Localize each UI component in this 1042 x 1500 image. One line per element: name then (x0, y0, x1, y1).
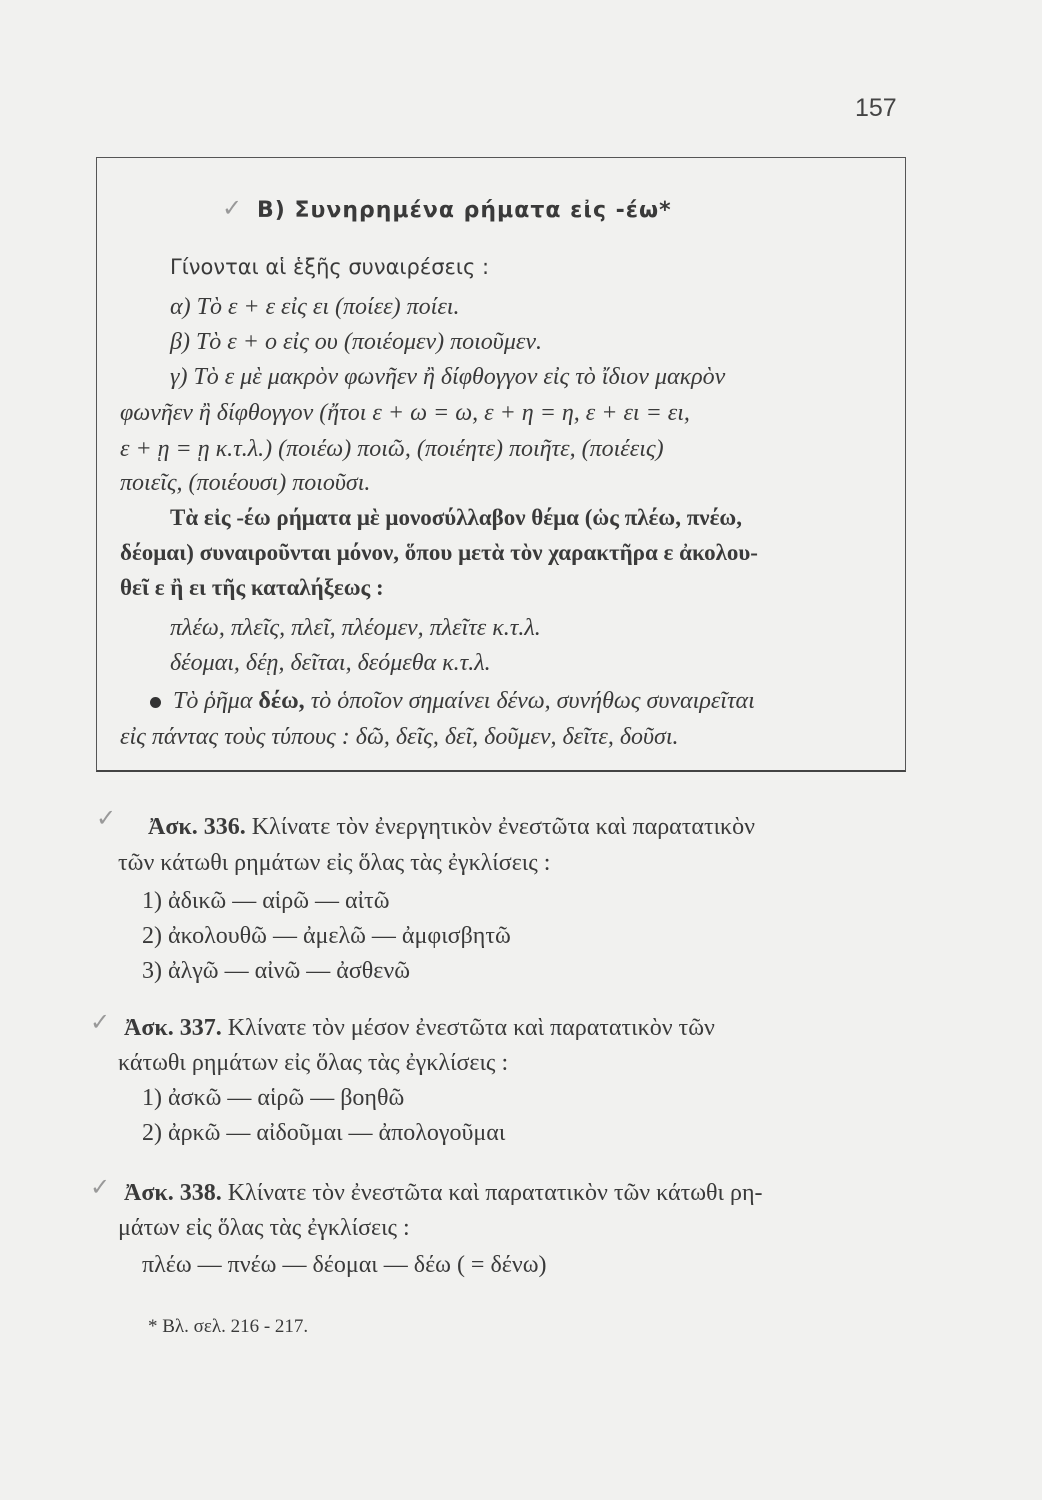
bold-rule-line: Τὰ εἰς -έω ρήματα μὲ μονοσύλλαβον θέμα (ὡς πλέω, πνέω, (170, 505, 742, 530)
exercise-text: τῶν κάτωθι ρημάτων εἰς ὅλας τὰς ἐγκλίσεις : (118, 850, 551, 876)
bold-rule-line: δέομαι) συναιροῦνται μόνον, ὅπου μετὰ τὸν χαρακτῆρα ε ἀκολου- (120, 540, 758, 565)
rule-line: ποιεῖς, (ποιέουσι) ποιοῦσι. (120, 470, 371, 496)
rule-line: φωνῆεν ἢ δίφθογγον (ἤτοι ε + ω = ω, ε + η = η, ε + ει = ει, (120, 400, 690, 426)
exercise-336 (148, 814, 755, 842)
rule-line: α) Τὸ ε + ε εἰς ει (ποίεε) ποίει. (170, 294, 460, 320)
section-title: Β) Συνηρημένα ρήματα εἰς -έω* (257, 198, 672, 223)
exercise-item: 1) ἀσκῶ — αἱρῶ — βοηθῶ (142, 1085, 405, 1111)
exercise-338 (124, 1180, 762, 1208)
exercise-item: 2) ἀκολουθῶ — ἀμελῶ — ἀμφισβητῶ (142, 923, 511, 949)
check-mark-icon: ✓ (90, 1173, 111, 1201)
rule-line: β) Τὸ ε + ο εἰς ου (ποιέομεν) ποιοῦμεν. (170, 329, 542, 355)
page-number: 157 (855, 94, 897, 122)
note-line (150, 688, 755, 716)
note-post: τὸ ὁποῖον σημαίνει δένω, συνήθως συναιρεῖται (304, 688, 755, 714)
exercise-item: 2) ἀρκῶ — αἰδοῦμαι — ἀπολογοῦμαι (142, 1120, 506, 1146)
check-mark-icon: ✓ (90, 1008, 111, 1036)
exercise-text: Κλίνατε τὸν ἐνεστῶτα καὶ παρατατικὸν τῶν κάτωθι ρη- (221, 1180, 763, 1206)
example-line: πλέω, πλεῖς, πλεῖ, πλέομεν, πλεῖτε κ.τ.λ. (170, 615, 541, 641)
grammar-box (96, 157, 906, 772)
exercise-text: κάτωθι ρημάτων εἰς ὅλας τὰς ἐγκλίσεις : (118, 1050, 509, 1076)
note-line-2: εἰς πάντας τοὺς τύπους : δῶ, δεῖς, δεῖ, δοῦμεν, δεῖτε, δοῦσι. (120, 724, 679, 750)
example-line: δέομαι, δέῃ, δεῖται, δεόμεθα κ.τ.λ. (170, 650, 491, 676)
intro-text: Γίνονται αἱ ἑξῆς συναιρέσεις : (170, 255, 490, 279)
exercise-337 (124, 1015, 715, 1043)
bold-rule-line: θεῖ ε ἢ ει τῆς καταλήξεως : (120, 575, 384, 600)
exercise-text: μάτων εἰς ὅλας τὰς ἐγκλίσεις : (118, 1215, 410, 1241)
exercise-text: Κλίνατε τὸν ἐνεργητικὸν ἐνεστῶτα καὶ παρατατικὸν (245, 814, 756, 840)
exercise-item: 3) ἀλγῶ — αἰνῶ — ἀσθενῶ (142, 958, 411, 984)
note-pre: Τὸ ῥῆμα (173, 688, 259, 714)
exercise-label: Ἀσκ. 338. (124, 1180, 222, 1206)
exercise-label: Ἀσκ. 336. (148, 814, 246, 840)
footnote: * Βλ. σελ. 216 - 217. (148, 1316, 309, 1337)
exercise-text: Κλίνατε τὸν μέσον ἐνεστῶτα καὶ παρατατικὸν τῶν (221, 1015, 715, 1041)
check-mark-icon: ✓ (96, 804, 117, 832)
rule-line: ε + ῃ = ῃ κ.τ.λ.) (ποιέω) ποιῶ, (ποιέητε) ποιῆτε, (ποιέεις) (120, 436, 664, 462)
exercise-label: Ἀσκ. 337. (124, 1015, 222, 1041)
note-bold: δέω, (258, 688, 305, 714)
rule-line: γ) Τὸ ε μὲ μακρὸν φωνῆεν ἢ δίφθογγον εἰς τὸ ἴδιον μακρὸν (170, 364, 726, 390)
exercise-item: πλέω — πνέω — δέομαι — δέω ( = δένω) (142, 1252, 547, 1278)
check-mark-icon: ✓ (222, 194, 243, 222)
bullet-icon (150, 697, 161, 708)
exercise-item: 1) ἀδικῶ — αἱρῶ — αἰτῶ (142, 888, 390, 914)
